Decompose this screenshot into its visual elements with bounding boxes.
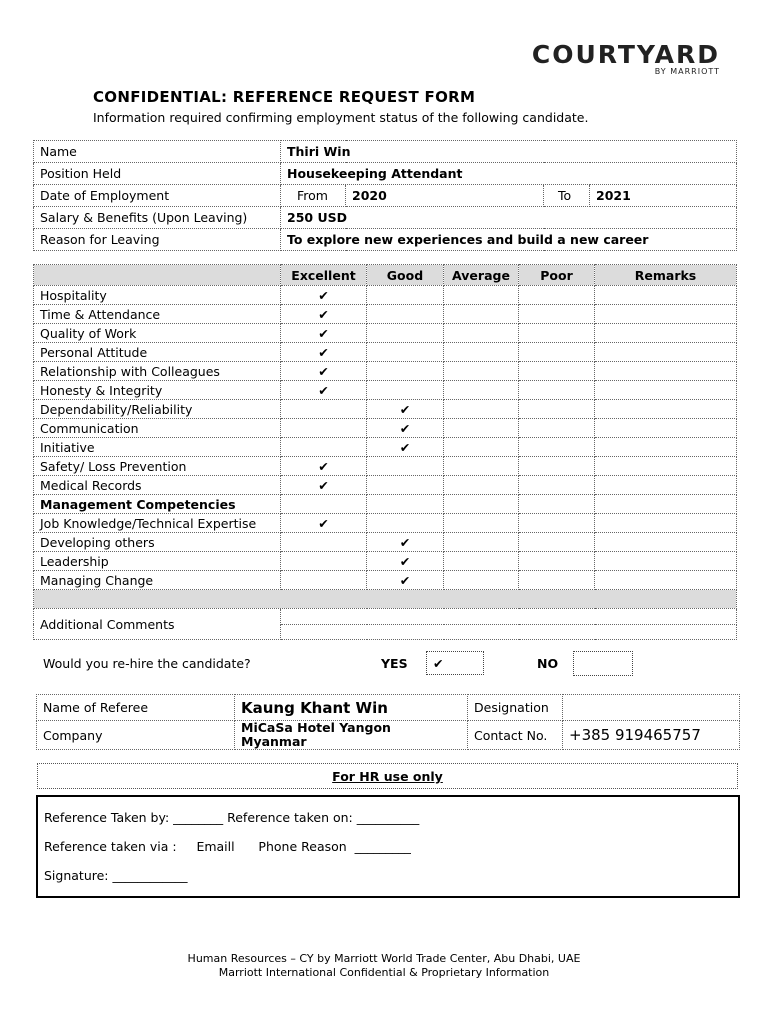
date-label: Date of Employment: [34, 185, 281, 207]
comments-row: [34, 609, 737, 625]
rating-cell-remarks[interactable]: [595, 533, 737, 552]
position-label: Position Held: [34, 163, 281, 185]
logo-sub: BY MARRIOTT: [654, 67, 720, 76]
table-row: [34, 286, 737, 305]
designation-value[interactable]: [563, 695, 740, 721]
rating-cell-poor[interactable]: [519, 286, 595, 305]
rehire-question: Would you re-hire the candidate?: [43, 656, 251, 671]
rating-cell-good[interactable]: ✔: [367, 400, 444, 419]
rating-label: Initiative: [34, 438, 281, 457]
salary-value[interactable]: 250 USD: [281, 207, 737, 229]
rating-cell-remarks[interactable]: [595, 381, 737, 400]
salary-label: Salary & Benefits (Upon Leaving): [34, 207, 281, 229]
table-row: [34, 362, 737, 381]
table-row: [34, 495, 737, 514]
table-row: [34, 343, 737, 362]
table-row: [34, 305, 737, 324]
rating-label: Honesty & Integrity: [34, 381, 281, 400]
rating-cell-average[interactable]: [444, 362, 519, 381]
table-row: [34, 400, 737, 419]
company-line-1: MiCaSa Hotel Yangon: [241, 720, 391, 735]
rating-label: Quality of Work: [34, 324, 281, 343]
rating-cell-remarks[interactable]: [595, 514, 737, 533]
rating-cell-poor[interactable]: [519, 305, 595, 324]
rating-cell-remarks[interactable]: [595, 400, 737, 419]
rating-cell-good[interactable]: ✔: [367, 419, 444, 438]
rating-cell-remarks[interactable]: [595, 476, 737, 495]
rating-label: Managing Change: [34, 571, 281, 590]
to-label: To: [544, 185, 590, 207]
rating-cell-good[interactable]: ✔: [367, 533, 444, 552]
rating-cell-average[interactable]: [444, 514, 519, 533]
table-row: [34, 419, 737, 438]
rating-label: Management Competencies: [34, 495, 281, 514]
footer-line-1: Human Resources – CY by Marriott World Trade Center, Abu Dhabi, UAE: [187, 952, 581, 965]
name-label: Name: [34, 141, 281, 163]
rating-cell-poor[interactable]: [519, 533, 595, 552]
rating-label: Developing others: [34, 533, 281, 552]
company-label: Company: [37, 721, 235, 750]
rehire-section: [43, 650, 743, 678]
col-poor: Poor: [519, 265, 595, 286]
rating-cell-excellent[interactable]: [281, 495, 367, 514]
rating-cell-poor[interactable]: [519, 552, 595, 571]
from-label: From: [281, 185, 346, 207]
candidate-table: [33, 140, 737, 251]
col-good: Good: [367, 265, 444, 286]
table-row: [34, 324, 737, 343]
rating-cell-good[interactable]: [367, 324, 444, 343]
table-row: [34, 381, 737, 400]
rating-cell-excellent[interactable]: [281, 571, 367, 590]
table-row: [37, 695, 740, 721]
hr-signature[interactable]: Signature: ____________: [44, 868, 188, 883]
rating-cell-average[interactable]: [444, 305, 519, 324]
rating-label: Personal Attitude: [34, 343, 281, 362]
table-row: [34, 163, 737, 185]
rating-cell-good[interactable]: [367, 381, 444, 400]
rating-cell-average[interactable]: [444, 571, 519, 590]
rating-cell-poor[interactable]: [519, 476, 595, 495]
rating-label: Relationship with Colleagues: [34, 362, 281, 381]
rating-cell-poor[interactable]: [519, 400, 595, 419]
comments-line-2[interactable]: [281, 624, 737, 640]
hr-use-title: For HR use only: [37, 763, 738, 789]
comments-label: Additional Comments: [34, 609, 281, 640]
candidate-name[interactable]: Thiri Win: [281, 141, 737, 163]
rating-cell-poor[interactable]: [519, 381, 595, 400]
rating-cell-excellent[interactable]: ✔: [281, 305, 367, 324]
rating-label: Safety/ Loss Prevention: [34, 457, 281, 476]
from-value[interactable]: 2020: [346, 185, 544, 207]
hr-taken-via[interactable]: Reference taken via : Emaill Phone Reason _________: [44, 839, 411, 854]
rating-cell-average[interactable]: [444, 476, 519, 495]
referee-table: [36, 694, 740, 750]
candidate-position[interactable]: Housekeeping Attendant: [281, 163, 737, 185]
table-row: [34, 476, 737, 495]
rating-cell-excellent[interactable]: ✔: [281, 381, 367, 400]
rating-cell-good[interactable]: [367, 286, 444, 305]
footer: [0, 952, 768, 980]
rating-cell-poor[interactable]: [519, 438, 595, 457]
yes-label: YES: [381, 656, 408, 671]
rating-label: Job Knowledge/Technical Expertise: [34, 514, 281, 533]
footer-line-2: Marriott International Confidential & Proprietary Information: [218, 966, 550, 979]
company-line-2: Myanmar: [241, 734, 307, 749]
table-row: [37, 721, 740, 750]
rating-cell-poor[interactable]: [519, 419, 595, 438]
rating-cell-remarks[interactable]: [595, 495, 737, 514]
col-excellent: Excellent: [281, 265, 367, 286]
comments-line-1[interactable]: [281, 609, 737, 625]
rating-cell-average[interactable]: [444, 438, 519, 457]
rating-cell-good[interactable]: [367, 514, 444, 533]
referee-name[interactable]: Kaung Khant Win: [235, 695, 468, 721]
rating-label: Leadership: [34, 552, 281, 571]
no-checkbox[interactable]: [573, 651, 633, 676]
rating-cell-excellent[interactable]: [281, 438, 367, 457]
page-title: CONFIDENTIAL: REFERENCE REQUEST FORM: [93, 88, 476, 106]
rating-cell-average[interactable]: [444, 324, 519, 343]
reason-label: Reason for Leaving: [34, 229, 281, 251]
no-label: NO: [537, 656, 559, 671]
rating-cell-poor[interactable]: [519, 343, 595, 362]
rating-cell-poor[interactable]: [519, 457, 595, 476]
table-row: [34, 141, 737, 163]
rating-label: Medical Records: [34, 476, 281, 495]
rating-cell-remarks[interactable]: [595, 571, 737, 590]
table-row: [34, 438, 737, 457]
rating-cell-excellent[interactable]: [281, 419, 367, 438]
rating-cell-average[interactable]: [444, 457, 519, 476]
table-row: [34, 185, 737, 207]
rating-cell-excellent[interactable]: [281, 400, 367, 419]
rating-cell-poor[interactable]: [519, 495, 595, 514]
yes-checkbox[interactable]: ✔: [426, 651, 484, 675]
rating-cell-good[interactable]: [367, 362, 444, 381]
company-value[interactable]: [235, 721, 468, 750]
rating-cell-remarks[interactable]: [595, 286, 737, 305]
rating-cell-good[interactable]: [367, 343, 444, 362]
rating-cell-good[interactable]: [367, 495, 444, 514]
hr-taken-by[interactable]: Reference Taken by: ________ Reference taken on: __________: [44, 810, 420, 825]
rating-label: Hospitality: [34, 286, 281, 305]
rating-cell-average[interactable]: [444, 495, 519, 514]
rating-cell-poor[interactable]: [519, 571, 595, 590]
rating-cell-remarks[interactable]: [595, 343, 737, 362]
col-average: Average: [444, 265, 519, 286]
ratings-header: [34, 265, 737, 286]
rating-label: Time & Attendance: [34, 305, 281, 324]
rating-cell-excellent[interactable]: ✔: [281, 286, 367, 305]
rating-cell-good[interactable]: [367, 457, 444, 476]
rating-cell-average[interactable]: [444, 552, 519, 571]
rating-cell-excellent[interactable]: [281, 533, 367, 552]
table-row: [34, 514, 737, 533]
page-subtitle: Information required confirming employment status of the following candidate.: [93, 110, 589, 125]
rating-cell-average[interactable]: [444, 381, 519, 400]
contact-label: Contact No.: [468, 721, 563, 750]
table-row: [34, 571, 737, 590]
table-row: [34, 229, 737, 251]
designation-label: Designation: [468, 695, 563, 721]
table-row: [34, 457, 737, 476]
rating-cell-remarks[interactable]: [595, 457, 737, 476]
rating-cell-remarks[interactable]: [595, 362, 737, 381]
hr-box: [36, 795, 740, 898]
rating-cell-poor[interactable]: [519, 514, 595, 533]
rating-cell-excellent[interactable]: ✔: [281, 476, 367, 495]
rating-label: Communication: [34, 419, 281, 438]
rating-cell-remarks[interactable]: [595, 324, 737, 343]
rating-cell-poor[interactable]: [519, 362, 595, 381]
rating-cell-good[interactable]: ✔: [367, 438, 444, 457]
to-value[interactable]: 2021: [590, 185, 737, 207]
rating-cell-average[interactable]: [444, 533, 519, 552]
rating-cell-excellent[interactable]: ✔: [281, 514, 367, 533]
rating-cell-remarks[interactable]: [595, 305, 737, 324]
gray-divider-row: [34, 590, 737, 609]
table-row: [34, 533, 737, 552]
reason-value[interactable]: To explore new experiences and build a new career: [281, 229, 737, 251]
logo-brand: COURTYARD: [531, 40, 720, 69]
rating-cell-poor[interactable]: [519, 324, 595, 343]
rating-cell-remarks[interactable]: [595, 419, 737, 438]
rating-cell-good[interactable]: [367, 476, 444, 495]
rating-cell-good[interactable]: ✔: [367, 552, 444, 571]
rating-cell-good[interactable]: ✔: [367, 571, 444, 590]
rating-cell-good[interactable]: [367, 305, 444, 324]
ratings-table: [33, 264, 737, 640]
rating-cell-excellent[interactable]: ✔: [281, 362, 367, 381]
courtyard-logo: [532, 40, 720, 76]
rating-cell-average[interactable]: [444, 343, 519, 362]
rating-cell-average[interactable]: [444, 286, 519, 305]
contact-value[interactable]: +385 919465757: [563, 721, 740, 750]
rating-cell-average[interactable]: [444, 400, 519, 419]
col-remarks: Remarks: [595, 265, 737, 286]
rating-cell-remarks[interactable]: [595, 438, 737, 457]
rating-cell-excellent[interactable]: ✔: [281, 457, 367, 476]
rating-cell-excellent[interactable]: ✔: [281, 324, 367, 343]
rating-label: Dependability/Reliability: [34, 400, 281, 419]
rating-cell-excellent[interactable]: [281, 552, 367, 571]
table-row: [34, 552, 737, 571]
rating-cell-excellent[interactable]: ✔: [281, 343, 367, 362]
rating-cell-remarks[interactable]: [595, 552, 737, 571]
rating-cell-average[interactable]: [444, 419, 519, 438]
header-blank: [34, 265, 281, 286]
table-row: [34, 207, 737, 229]
referee-name-label: Name of Referee: [37, 695, 235, 721]
